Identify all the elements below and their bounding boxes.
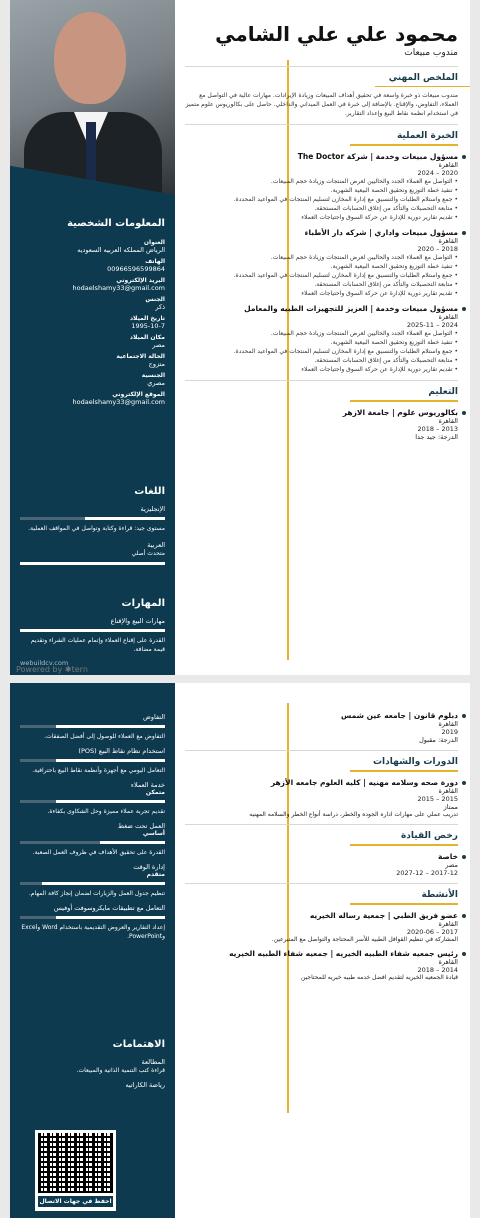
license-section [185,831,458,877]
job-entry-title: مسؤول مبيعات وخدمة | شركة The Doctor [297,152,458,161]
job-duties: • التواصل مع العملاء الجدد والحاليين لعرض المنتجات وزيادة حجم المبيعات. • تنفيذ خطة التوزيع وتحقيق الحصة البيعية الشهرية. • جمع واستلام الطلبات والتنسيق مع إدارة المخازن لتسليم المنتجات في المواعيد المحددة. • متابعة التحصيلات والتأكد من إغلاق الحسابات المستحقة. • تقديم تقارير دورية للإدارة عن حركة السوق واحتياجات العملاء [185,253,458,298]
education-section [185,387,458,441]
job-title: مندوب مبيعات [404,48,458,58]
personal-field: الجنسية مصري [141,372,165,387]
languages-section [20,486,165,569]
activity-entry: رئيس جمعيه شفاء الطبيه الخيريه | جمعيه شفاء الطبيه الخيريه القاهرة 2014 – 2018 قيادة الجمعيه الخيريه لتقديم افضل خدمه طبيه خيريه للمحتاجين [185,949,458,981]
resume-page-2 [10,683,470,1218]
language-item: الإنجليزية مستوى جيد: قراءة وكتابة وتواصل في المواقف العملية. [20,505,165,533]
license-entry: خاصة مصر 2017-12 – 2027-12 [185,852,458,877]
personal-field: تاريخ الميلاد 1995-10-7 [129,315,165,330]
education-entry: دبلوم قانون | جامعه عين شمس القاهرة 2019 الدرجة: مقبول [185,711,458,744]
activities-heading: الأنشطة [421,890,458,900]
skill-item: التفاوض التفاوض مع العملاء للوصول إلى أفضل الصفقات. [20,713,165,741]
sidebar [10,683,175,1218]
main-column [175,0,470,675]
phone-value[interactable]: 00966596599864 [107,265,165,273]
job-entry: مسؤول مبيعات وخدمة | العزيز للتجهيزات الطبيه والمعامل القاهرة 2024 – 2025-11 • التواصل مع العملاء الجدد والحاليين لعرض المنتجات وزيادة حجم المبيعات. • تنفيذ خطة التوزيع وتحقيق الحصة البيعية الشهرية. • جمع واستلام الطلبات والتنسيق مع إدارة المخازن لتسليم المنتجات في المواعيد المحددة. • متابعة التحصيلات والتأكد من إغلاق الحسابات المستحقة. • تقديم تقارير دورية للإدارة عن حركة السوق واحتياجات العملاء [185,304,458,374]
skill-level-bar [20,800,165,803]
job-entry: مسؤول مبيعات وخدمة | شركة The Doctor القاهرة 2020 – 2024 • التواصل مع العملاء الجدد والحاليين لعرض المنتجات وزيادة حجم المبيعات. • تنفيذ خطة التوزيع وتحقيق الحصة البيعية الشهرية. • جمع واستلام الطلبات والتنسيق مع إدارة المخازن لتسليم المنتجات في المواعيد المحددة. • متابعة التحصيلات والتأكد من إغلاق الحسابات المستحقة. • تقديم تقارير دورية للإدارة عن حركة السوق واحتياجات العملاء [185,152,458,222]
website-link[interactable]: hodaelshamy33@gmail.com [72,398,165,406]
license-heading: رخص القيادة [400,831,458,841]
skill-level-bar [20,725,165,728]
personal-field: الهاتف 00966596599864 [20,258,165,273]
main-column [175,683,470,1218]
skill-item: استخدام نظام نقاط البيع (POS) التعامل اليومي مع أجهزة وأنظمة نقاط البيع باحترافية. [20,747,165,775]
site-url[interactable]: webuildcv.com [20,659,69,667]
job-duties: • التواصل مع العملاء الجدد والحاليين لعرض المنتجات وزيادة حجم المبيعات. • تنفيذ خطة التوزيع وتحقيق الحصة البيعية الشهرية. • جمع واستلام الطلبات والتنسيق مع إدارة المخازن لتسليم المنتجات في المواعيد المحددة. • متابعة التحصيلات والتأكد من إغلاق الحسابات المستحقة. • تقديم تقارير دورية للإدارة عن حركة السوق واحتياجات العملاء [185,329,458,374]
skill-level-bar [20,629,165,632]
person-name: محمود علي علي الشامي [215,22,458,46]
job-entry: مسؤول مبيعات واداري | شركه دار الأطباء القاهرة 2018 – 2020 • التواصل مع العملاء الجدد والحاليين لعرض المنتجات وزيادة حجم المبيعات. • تنفيذ خطة التوزيع وتحقيق الحصة البيعية الشهرية. • جمع واستلام الطلبات والتنسيق مع إدارة المخازن لتسليم المنتجات في المواعيد المحددة. • متابعة التحصيلات والتأكد من إغلاق الحسابات المستحقة. • تقديم تقارير دورية للإدارة عن حركة السوق واحتياجات العملاء [185,228,458,298]
language-item: العربية متحدث أصلي [20,541,165,565]
languages-heading: اللغات [134,486,165,497]
skills-section-continued [20,713,165,947]
personal-field: مكان الميلاد مصر [129,334,165,349]
interest-item: المطالعة قراءة كتب التنمية الذاتية والمبيعات. [76,1058,165,1074]
personal-info-list [20,239,165,406]
experience-heading: الخبرة العملية [396,131,458,141]
activity-entry: عضو فريق الطبي | جمعية رساله الخيريه القاهرة 2017 – 2020-06 المشاركة في تنظيم القوافل الطبيه للأسر المحتاجة والتواصل مع المتبرعين. [185,911,458,943]
skill-item: إدارة الوقت متقدم تنظيم جدول العمل والزيارات لضمان إنجاز كافة المهام. [20,863,165,898]
personal-field: الحالة الاجتماعية متزوج [116,353,165,368]
sidebar [10,0,175,675]
profile-photo [10,0,175,195]
email-link[interactable]: hodaelshamy33@gmail.com [72,284,165,292]
activities-section [185,890,458,981]
courses-heading: الدورات والشهادات [373,757,458,767]
interests-section [20,1039,165,1089]
interest-item: رياضة الكاراتيه [125,1081,165,1089]
skill-item: خدمة العملاء متمكن تقديم تجربة عملاء مميزة وحل الشكاوى بكفاءة. [20,781,165,816]
job-entry-title: مسؤول مبيعات وخدمة | العزيز للتجهيزات الطبيه والمعامل [244,304,458,313]
summary-section [185,73,458,118]
personal-info-section [20,218,165,410]
skills-heading: المهارات [121,598,165,609]
save-contact-label: احفظ في جهات الاتصال [39,1198,112,1205]
skill-level-bar [20,916,165,919]
skill-level-bar [20,882,165,885]
experience-section [185,131,458,374]
personal-field: الجنس ذكر [145,296,165,311]
personal-info-heading: المعلومات الشخصية [67,218,165,229]
course-entry: دورة صحه وسلامه مهنيه | كليه العلوم جامعه الأزهر القاهرة 2015 – 2015 ممتاز تدريب عملي على مهارات اداره الجوده والخطر، دراسة أنواع الخطر والسلامه المهنيه [185,778,458,818]
summary-heading: الملخص المهني [388,73,458,83]
summary-text: مندوب مبيعات ذو خبرة واسعة في تحقيق أهداف المبيعات وزيادة الإيرادات. مهارات عالية في التواصل مع العملاء، التفاوض، والإقناع. بالإضافة إلى خبرة في العمل الميداني والداخلي. حاصل على بكالوريوس علوم متميز في استخدام انظمة نقاط البيع وإعداد التقارير. [185,92,458,117]
skill-item: مهارات البيع والإقناع القدرة على إقناع العملاء وإتمام عمليات الشراء وتقديم قيمة مضافة. [20,617,165,654]
education-entry: بكالوريوس علوم | جامعة الازهر القاهرة 2013 – 2018 الدرجة: جيد جدا [185,408,458,441]
job-duties: • التواصل مع العملاء الجدد والحاليين لعرض المنتجات وزيادة حجم المبيعات. • تنفيذ خطة التوزيع وتحقيق الحصة البيعية الشهرية. • جمع واستلام الطلبات والتنسيق مع إدارة المخازن لتسليم المنتجات في المواعيد المحددة. • متابعة التحصيلات والتأكد من إغلاق الحسابات المستحقة. • تقديم تقارير دورية للإدارة عن حركة السوق واحتياجات العملاء [185,177,458,222]
skills-section [20,598,165,654]
education-heading: التعليم [428,387,458,397]
language-level-bar [20,562,165,565]
skill-level-bar [20,841,165,844]
personal-field: الموقع الإلكتروني hodaelshamy33@gmail.com [20,391,165,406]
powered-by-label[interactable]: Powered by ✱tern [16,665,88,674]
skill-item: التعامل مع تطبيقات مايكروسوفت أوفيس إعداد التقارير والعروض التقديمية باستخدام Word وExcel وPowerPoint. [21,904,165,940]
resume-page-1 [10,0,470,675]
skill-item: العمل تحت ضغط أساسي القدرة على تحقيق الأهداف في ظروف العمل الصعبة. [20,822,165,857]
job-entry-title: مسؤول مبيعات واداري | شركه دار الأطباء [304,228,458,237]
personal-field: العنوان الرياض المملكه العربيه السعوديه [77,239,165,254]
skill-level-bar [20,759,165,762]
courses-section [185,757,458,818]
interests-heading: الاهتمامات [112,1039,165,1050]
personal-field: البريد الإلكتروني hodaelshamy33@gmail.com [20,277,165,292]
language-level-bar [20,517,165,520]
contact-qr-code[interactable] [35,1130,116,1211]
qr-code-icon [38,1133,113,1193]
